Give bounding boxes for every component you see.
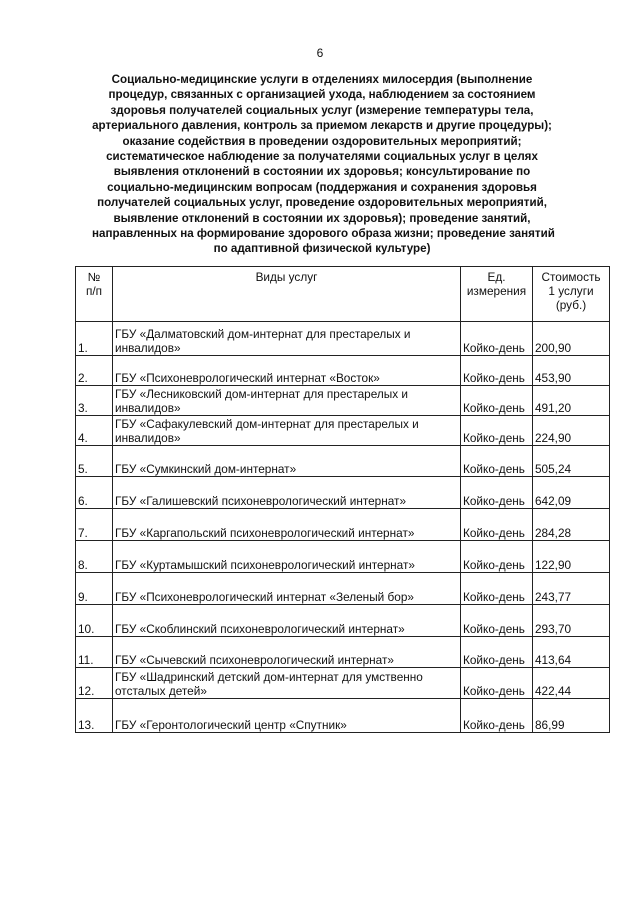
service-name: ГБУ «Психоневрологический интернат «Восток» [113,356,461,386]
cost-cell: 293,70 [533,605,610,637]
row-number: 10. [76,605,113,637]
heading-line: Социально-медицинские услуги в отделениях милосердия (выполнение [111,73,533,86]
service-name: ГБУ «Скоблинский психоневрологический интернат» [113,605,461,637]
row-number: 3. [76,386,113,416]
cost-cell: 284,28 [533,509,610,541]
table-row [76,699,610,733]
unit-cell: Койко-день [461,416,533,446]
unit-cell: Койко-день [461,699,533,733]
unit-cell: Койко-день [461,573,533,605]
service-name: ГБУ «Сафакулевский дом-интернат для престарелых и инвалидов» [113,416,461,446]
row-number: 9. [76,573,113,605]
table-row [76,637,610,668]
row-number: 4. [76,416,113,446]
table-row [76,541,610,573]
service-name: ГБУ «Шадринский детский дом-интернат для умственно отсталых детей» [113,668,461,699]
service-name: ГБУ «Лесниковский дом-интернат для престарелых и инвалидов» [113,386,461,416]
heading-line: систематическое наблюдение за получателями социальных услуг в целях [106,150,538,164]
row-number: 13. [76,699,113,733]
header-service-type: Виды услуг [113,267,461,322]
table-row [76,668,610,699]
cost-cell: 413,64 [533,637,610,668]
service-name: ГБУ «Сумкинский дом-интернат» [113,446,461,477]
unit-cell: Койко-день [461,541,533,573]
unit-cell: Койко-день [461,386,533,416]
heading-line: процедур, связанных с организацией ухода, наблюдением за состоянием [108,88,536,102]
heading-line: здоровья получателей социальных услуг (измерение температуры тела, [110,103,534,117]
table-row [76,386,610,416]
service-name: ГБУ «Психоневрологический интернат «Зеленый бор» [113,573,461,605]
unit-cell: Койко-день [461,637,533,668]
cost-cell: 422,44 [533,668,610,699]
service-name: ГБУ «Далматовский дом-интернат для престарелых и инвалидов» [113,322,461,356]
unit-cell: Койко-день [461,509,533,541]
row-number: 2. [76,356,113,386]
header-number: № п/п [76,267,113,322]
heading-line: получателей социальных услуг, проведение оздоровительных мероприятий, [97,196,547,210]
cost-cell: 224,90 [533,416,610,446]
service-name: ГБУ «Сычевский психоневрологический интернат» [113,637,461,668]
unit-cell: Койко-день [461,668,533,699]
header-cost: Стоимость 1 услуги (руб.) [533,267,610,322]
cost-cell: 505,24 [533,446,610,477]
row-number: 6. [76,477,113,509]
service-name: ГБУ «Каргапольский психоневрологический интернат» [113,509,461,541]
cost-cell: 453,90 [533,356,610,386]
heading-line: оказание содействия в проведении оздоровительных мероприятий; [122,134,522,148]
row-number: 11. [76,637,113,668]
heading-line: артериального давления, контроль за приемом лекарств и другие процедуры); [92,119,552,133]
row-number: 1. [76,322,113,356]
cost-cell: 243,77 [533,573,610,605]
row-number: 12. [76,668,113,699]
page-number: 6 [316,46,324,60]
table-row [76,477,610,509]
heading-line: по адаптивной физической культуре) [213,242,431,256]
table-row [76,322,610,356]
heading-line: выявление отклонений в состоянии их здоровья); проведение занятий, [113,211,531,225]
services-table [75,266,610,733]
cost-cell: 122,90 [533,541,610,573]
table-row [76,605,610,637]
service-name: ГБУ «Куртамышский психоневрологический интернат» [113,541,461,573]
table-row [76,416,610,446]
heading-line: направленных на формирование здорового образа жизни; проведение занятий [92,227,555,241]
row-number: 8. [76,541,113,573]
unit-cell: Койко-день [461,356,533,386]
cost-cell: 200,90 [533,322,610,356]
table-row [76,573,610,605]
cost-cell: 642,09 [533,477,610,509]
unit-cell: Койко-день [461,477,533,509]
unit-cell: Койко-день [461,322,533,356]
row-number: 7. [76,509,113,541]
header-unit: Ед. измерения [461,267,533,322]
table-header-row [76,267,610,322]
table-row [76,446,610,477]
heading-line: выявления отклонений в состоянии их здоровья; консультирование по [113,165,531,179]
row-number: 5. [76,446,113,477]
cost-cell: 86,99 [533,699,610,733]
heading-line: социально-медицинским вопросам (поддержания и сохранения здоровья [107,180,537,194]
section-heading [92,72,555,257]
service-name: ГБУ «Геронтологический центр «Спутник» [113,699,461,733]
cost-cell: 491,20 [533,386,610,416]
unit-cell: Койко-день [461,605,533,637]
service-name: ГБУ «Галишевский психоневрологический интернат» [113,477,461,509]
table-row [76,509,610,541]
unit-cell: Койко-день [461,446,533,477]
table-row [76,356,610,386]
